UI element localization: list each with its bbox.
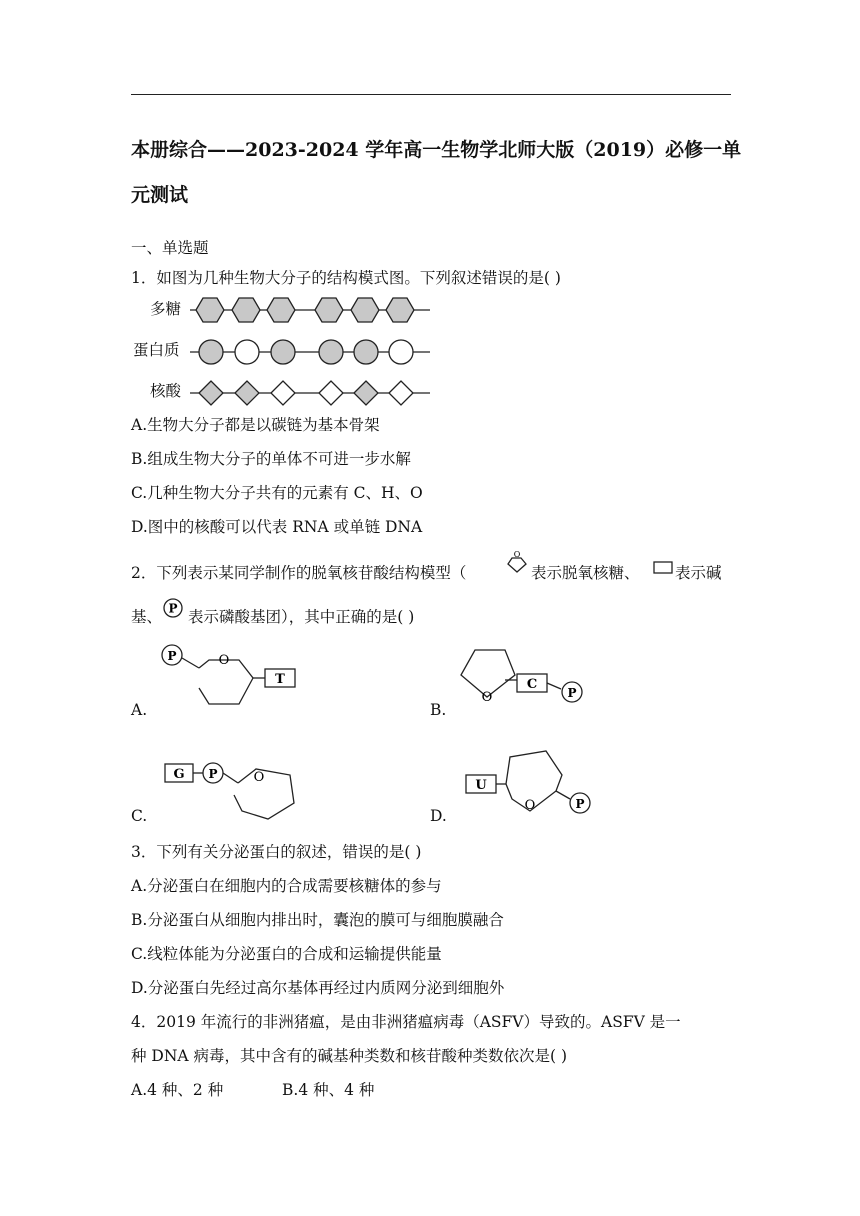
svg-text:P: P (567, 686, 577, 700)
q3-option-c: C.线粒体能为分泌蛋白的合成和运输提供能量 (131, 945, 442, 963)
nucleic-acid-chain (190, 381, 430, 405)
q1-label-nucleic-acid: 核酸 (150, 382, 182, 400)
q1-option-a: A.生物大分子都是以碳链为基本骨架 (131, 416, 380, 434)
q4-stem-line2: 种 DNA 病毒，其中含有的碱基种类数和核苷酸种类数依次是( ) (131, 1047, 568, 1065)
svg-text:O: O (513, 550, 521, 559)
q3-option-b: B.分泌蛋白从细胞内排出时，囊泡的膜可与细胞膜融合 (131, 911, 504, 929)
protein-chain (190, 340, 430, 364)
q2-option-c-diagram (160, 755, 300, 835)
q2-option-d-label: D. (430, 807, 447, 825)
q1-label-polysaccharide: 多糖 (150, 300, 182, 318)
doc-title-line1: 本册综合——2023-2024 学年高一生物学北师大版（2019）必修一单 (131, 139, 742, 161)
q2-stem-part1: 2．下列表示某同学制作的脱氧核苷酸结构模型（ (131, 564, 467, 582)
svg-text:P: P (208, 767, 218, 781)
section-heading: 一、单选题 (131, 239, 209, 257)
q4-stem-line1: 4．2019 年流行的非洲猪瘟，是由非洲猪瘟病毒（ASFV）导致的。ASFV 是一 (131, 1013, 681, 1031)
q2-stem-part2: 表示脱氧核糖、 (531, 564, 640, 582)
q1-option-c: C.几种生物大分子共有的元素有 C、H、O (131, 484, 423, 502)
phosphate-legend-icon (160, 597, 188, 621)
svg-text:T: T (275, 672, 285, 687)
svg-text:O: O (481, 690, 493, 705)
q2-option-c-label: C. (131, 807, 148, 825)
deoxyribose-legend-icon (503, 550, 531, 576)
svg-text:O: O (524, 798, 536, 813)
svg-text:P: P (167, 649, 177, 663)
q1-stem: 1．如图为几种生物大分子的结构模式图。下列叙述错误的是( ) (131, 269, 561, 287)
q2-stem-part5: 表示磷酸基团），其中正确的是( ) (188, 608, 415, 626)
q3-option-a: A.分泌蛋白在细胞内的合成需要核糖体的参与 (131, 877, 442, 895)
q1-option-d: D.图中的核酸可以代表 RNA 或单链 DNA (131, 518, 423, 536)
q1-label-protein: 蛋白质 (133, 341, 180, 359)
svg-text:G: G (173, 767, 185, 782)
doc-title-line2: 元测试 (131, 184, 189, 206)
q2-option-b-diagram (455, 645, 595, 710)
svg-text:O: O (253, 770, 265, 785)
q2-stem-part3: 表示碱 (675, 564, 722, 582)
q2-stem-part4: 基、 (131, 608, 163, 626)
q4-option-b: B.4 种、4 种 (282, 1081, 375, 1099)
svg-text:P: P (168, 601, 178, 616)
polysaccharide-chain (190, 298, 430, 322)
svg-text:C: C (526, 677, 538, 692)
q2-option-d-diagram (460, 745, 600, 820)
q2-option-a-diagram (155, 640, 315, 715)
q4-option-a: A.4 种、2 种 (131, 1081, 224, 1099)
q2-option-a-label: A. (131, 701, 148, 719)
q2-option-b-label: B. (430, 701, 447, 719)
svg-text:O: O (218, 653, 230, 668)
q3-stem: 3．下列有关分泌蛋白的叙述，错误的是( ) (131, 843, 422, 861)
base-legend-icon (652, 560, 674, 576)
svg-text:P: P (575, 797, 585, 811)
svg-text:U: U (475, 778, 487, 793)
q1-option-b: B.组成生物大分子的单体不可进一步水解 (131, 450, 411, 468)
q3-option-d: D.分泌蛋白先经过高尔基体再经过内质网分泌到细胞外 (131, 979, 505, 997)
